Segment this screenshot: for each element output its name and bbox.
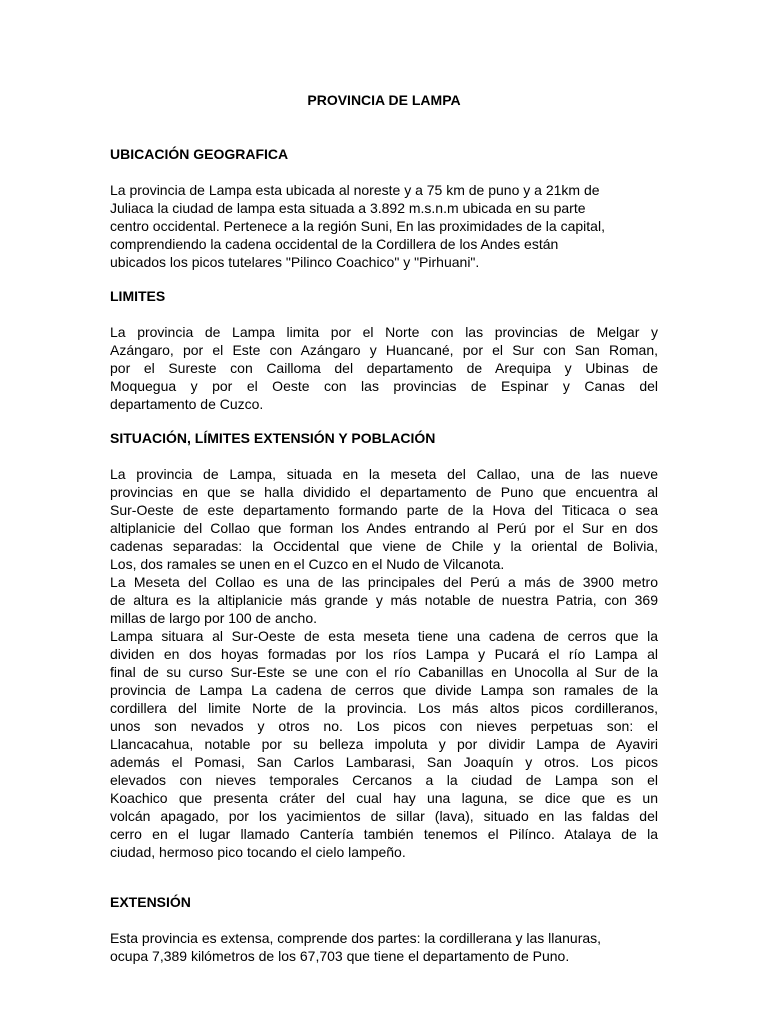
text-line: La provincia de Lampa limita por el Norte con las provincias de Melgar y — [110, 324, 658, 340]
text-line: La provincia de Lampa esta ubicada al noreste y a 75 km de puno y a 21km de — [110, 182, 600, 198]
section-heading-ubicacion: UBICACIÓN GEOGRAFICA — [110, 146, 289, 162]
text-line: volcán apagado, por los yacimientos de sillar (lava), situado en las faldas del — [110, 808, 658, 824]
section-heading-limites: LIMITES — [110, 288, 166, 304]
section-heading-situacion: SITUACIÓN, LÍMITES EXTENSIÓN Y POBLACIÓN — [110, 430, 436, 446]
text-line: Koachico que presenta cráter del cual hay una laguna, se dice que es un — [110, 790, 658, 806]
text-line: Moquegua y por el Oeste con las provincias de Espinar y Canas del — [110, 378, 658, 394]
paragraph-ubicacion — [110, 181, 658, 271]
text-line: departamento de Cuzco. — [110, 396, 264, 412]
text-line: comprendiendo la cadena occidental de la Cordillera de los Andes están — [110, 236, 559, 252]
text-line: ocupa 7,389 kilómetros de los 67,703 que tiene el departamento de Puno. — [110, 948, 570, 964]
text-line: millas de largo por 100 de ancho. — [110, 610, 318, 626]
section-heading-extension: EXTENSIÓN — [110, 894, 191, 910]
text-line: Los, dos ramales se unen en el Cuzco en el Nudo de Vilcanota. — [110, 556, 505, 572]
text-line: cadenas separadas: la Occidental que viene de Chile y la oriental de Bolivia, — [110, 538, 658, 554]
text-line: Lampa situara al Sur-Oeste de esta meseta tiene una cadena de cerros que la — [110, 628, 658, 644]
page-title: PROVINCIA DE LAMPA — [307, 92, 461, 108]
paragraph-limites — [110, 323, 658, 413]
text-line: provincias en que se halla dividido el departamento de Puno que encuentra al — [110, 484, 658, 500]
text-line: dividen en dos hoyas formadas por los ríos Lampa y Pucará el río Lampa al — [110, 646, 658, 662]
paragraph-extension — [110, 929, 658, 965]
text-line: elevados con nieves temporales Cercanos a la ciudad de Lampa son el — [110, 772, 658, 788]
text-line: Azángaro, por el Este con Azángaro y Huancané, por el Sur con San Roman, — [110, 342, 658, 358]
text-line: ciudad, hermoso pico tocando el cielo lampeño. — [110, 844, 406, 860]
text-line: Llancacahua, notable por su belleza impoluta y por dividir Lampa de Ayaviri — [110, 736, 658, 752]
text-line: por el Sureste con Cailloma del departamento de Arequipa y Ubinas de — [110, 360, 658, 376]
text-line: Esta provincia es extensa, comprende dos partes: la cordillerana y las llanuras, — [110, 930, 602, 946]
text-line: Sur-Oeste de este departamento formando parte de la Hova del Titicaca o sea — [110, 502, 658, 518]
text-line: centro occidental. Pertenece a la región Suni, En las proximidades de la capital, — [110, 218, 605, 234]
text-line: provincia de Lampa La cadena de cerros que divide Lampa son ramales de la — [110, 682, 658, 698]
paragraph-situacion — [110, 465, 658, 861]
text-line: La Meseta del Collao es una de las principales del Perú a más de 3900 metro — [110, 574, 658, 590]
text-line: además el Pomasi, San Carlos Lambarasi, San Joaquín y otros. Los picos — [110, 754, 658, 770]
text-line: final de su curso Sur-Este se une con el río Cabanillas en Unocolla al Sur de la — [110, 664, 658, 680]
text-line: La provincia de Lampa, situada en la meseta del Callao, una de las nueve — [110, 466, 658, 482]
text-line: altiplanicie del Collao que forman los Andes entrando al Perú por el Sur en dos — [110, 520, 658, 536]
text-line: ubicados los picos tutelares "Pilinco Coachico" y "Pirhuani". — [110, 254, 480, 270]
text-line: unos son nevados y otros no. Los picos con nieves perpetuas son: el — [110, 718, 658, 734]
text-line: Juliaca la ciudad de lampa esta situada a 3.892 m.s.n.m ubicada en su parte — [110, 200, 586, 216]
text-line: cordillera del limite Norte de la provincia. Los más altos picos cordilleranos, — [110, 700, 658, 716]
text-line: cerro en el lugar llamado Cantería también tenemos el Pilínco. Atalaya de la — [110, 826, 658, 842]
text-line: de altura es la altiplanicie más grande y más notable de nuestra Patria, con 369 — [110, 592, 658, 608]
